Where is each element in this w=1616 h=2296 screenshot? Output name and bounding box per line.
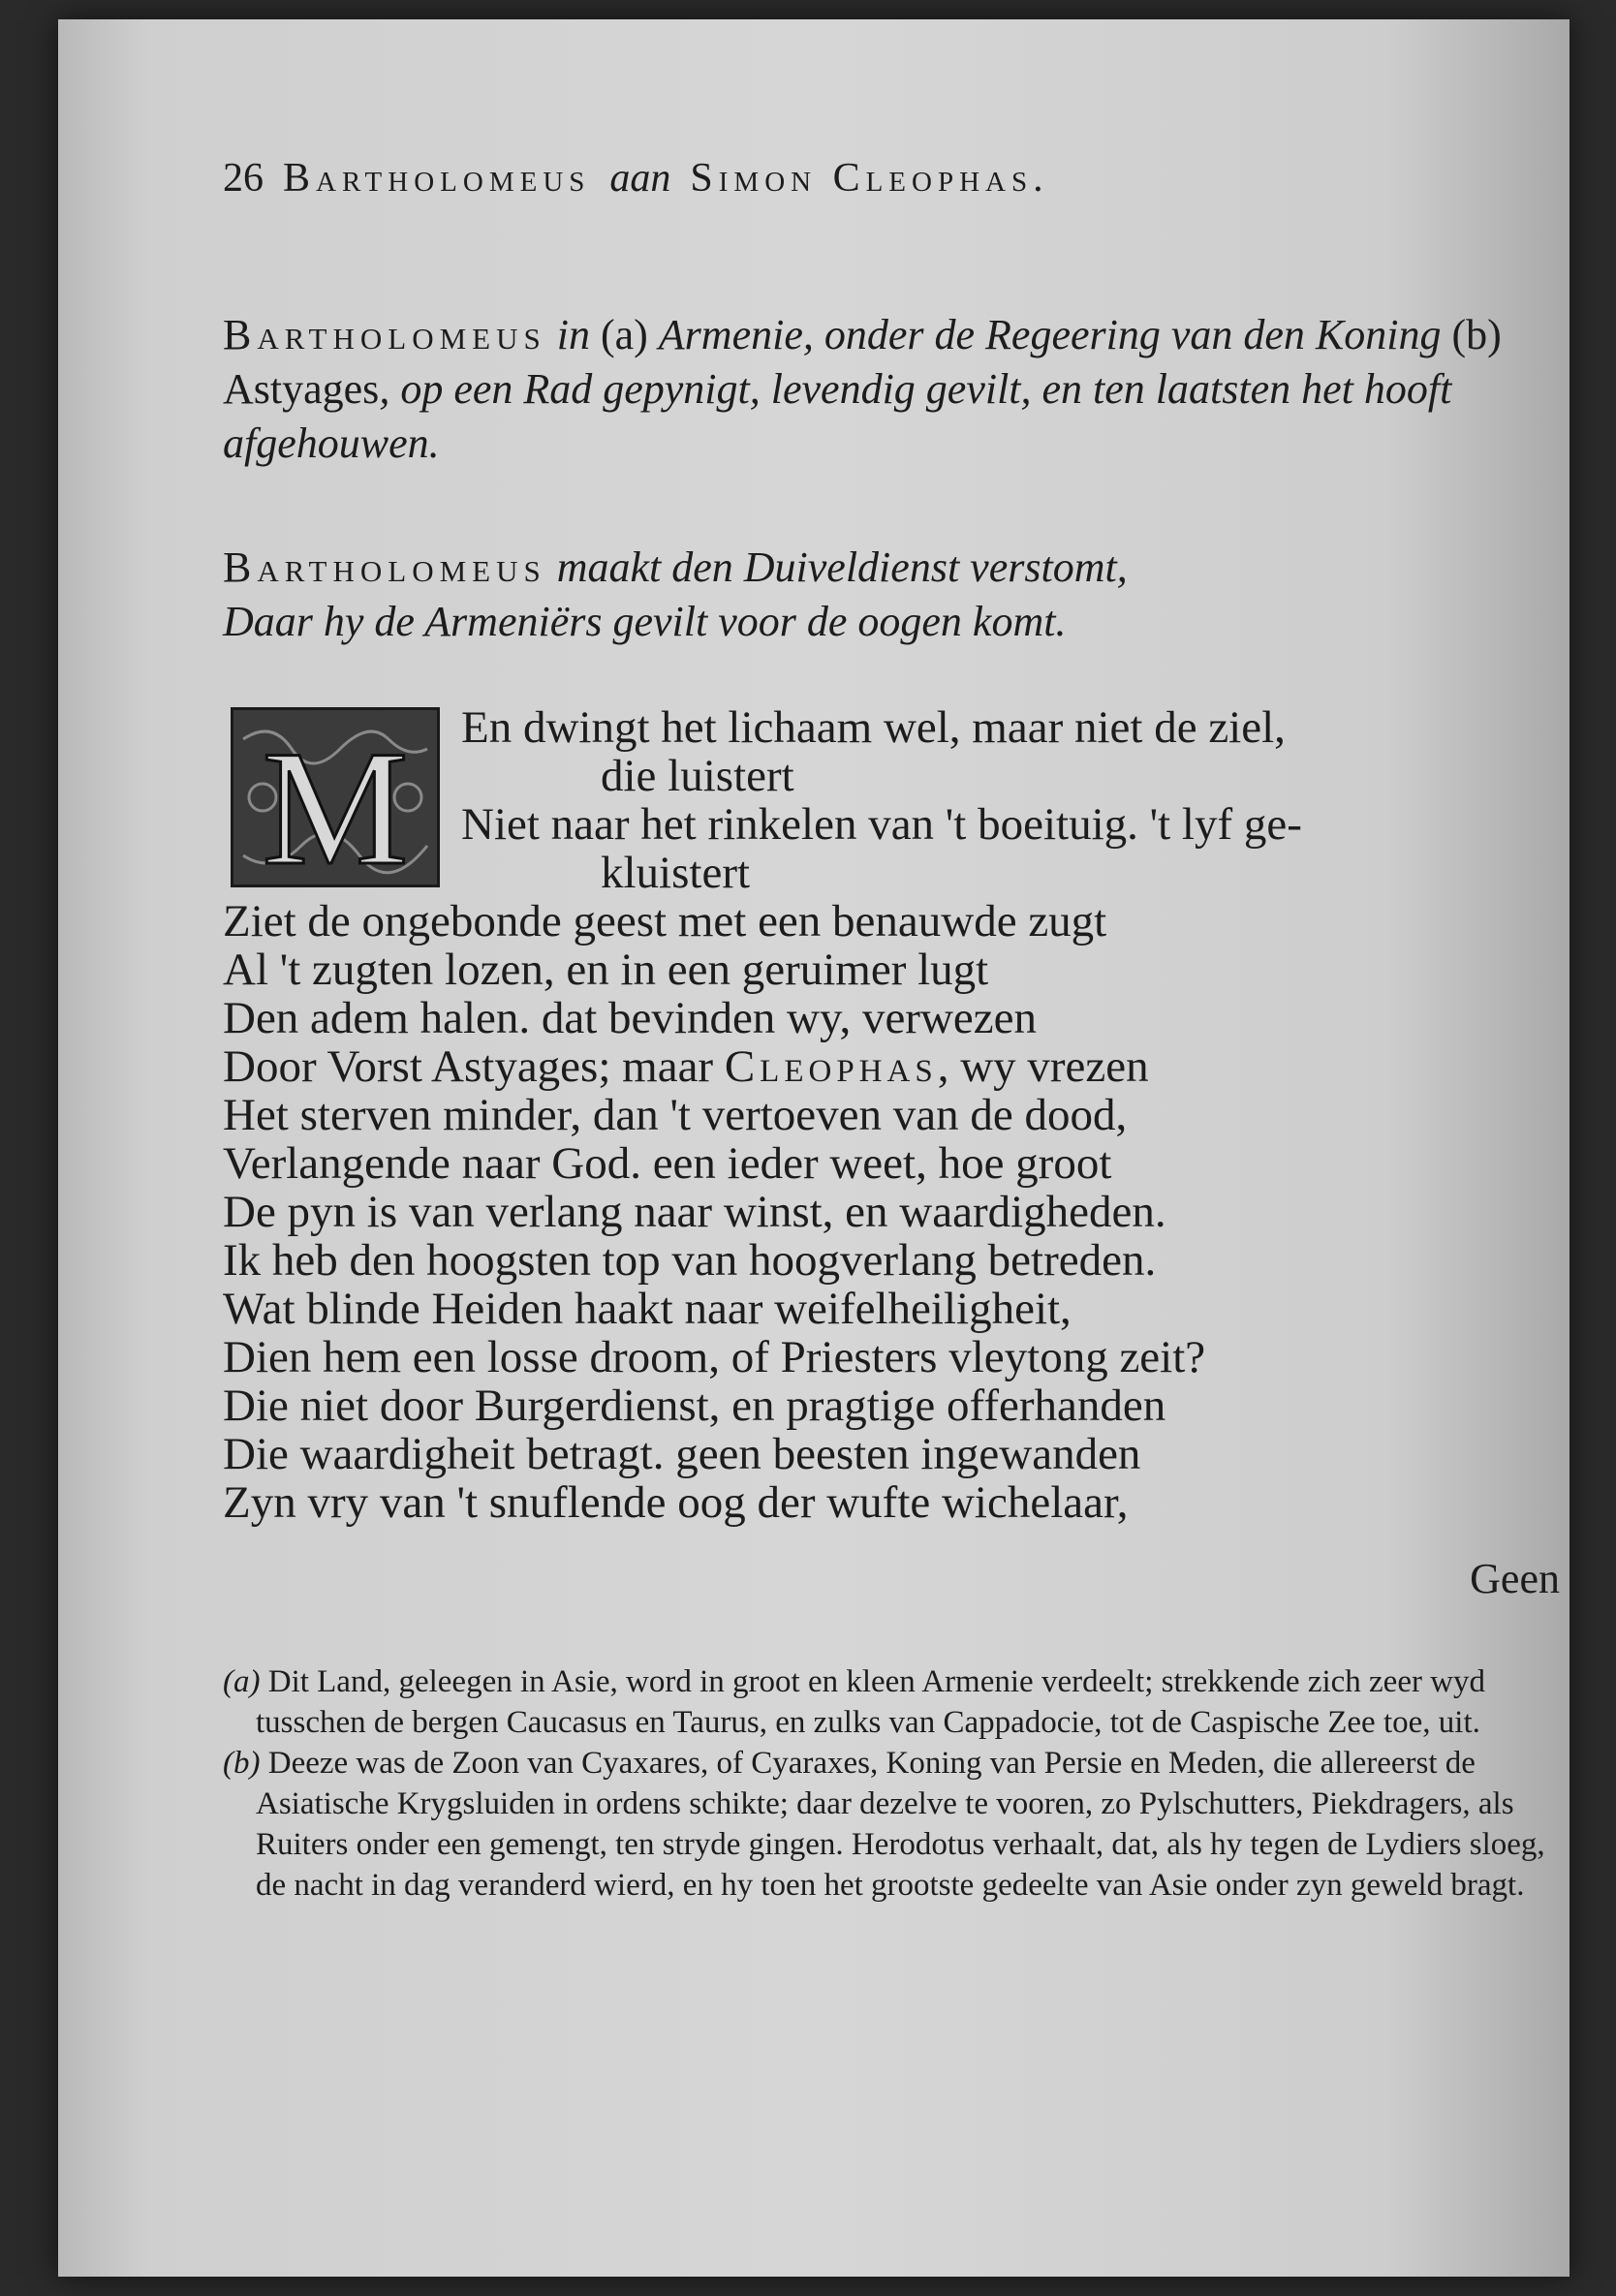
header-right-name: Simon Cleophas. [690,156,1049,201]
motto-couplet [223,541,1569,649]
ornament-icon [233,710,437,884]
footnote-b-text: Deeze was de Zoon van Cyaxares, of Cyaraxes, Koning van Persie en Meden, die allereerst de Asiatische Krygsluiden in ordens schikte; daar dezelve te vooren, zo Pylschutters, Piekdragers, als Ruiters onder een gemengt, ten stryde gingen. Herodotus verhaalt, dat, als hy tegen de Lydiers sloeg, de nacht in dag veranderd wierd, en hy toen het grootste gedeelte van Asie onder zyn geweld bragt. [256,1746,1545,1903]
dropcap-letter: M [262,717,409,884]
poem-line-8-a: Door Vorst Astyages; maar [223,1041,725,1092]
page-content [223,155,1569,1906]
poem-line: De pyn is van verlang naar winst, en waardigheden. [223,1187,1166,1237]
poem-line: En dwingt het lichaam wel, maar niet de ziel, [461,702,1286,753]
header-connector: aan [609,156,671,201]
poem-line: die luistert [601,751,794,801]
page-number: 26 [223,156,264,201]
motto-line-1-rest: maakt den Duiveldienst verstomt, [545,543,1128,591]
poem-line: Verlangende naar God. een ieder weet, hoe groot [223,1138,1112,1189]
catchword: Geen [1470,1555,1560,1602]
argument-note-b: (b) Astyages [223,311,1502,413]
motto-line-2: Daar hy de Armeniërs gevilt voor de oogen komt. [223,598,1067,645]
poem-line [223,1042,1569,1091]
poem-line: kluistert [601,848,751,898]
argument-text-2: Armenie, onder de Regeering van den Koning [658,311,1452,358]
header-left-name: Bartholomeus [283,156,591,201]
motto-name: Bartholomeus [223,543,546,591]
footnote-a [223,1661,1550,1743]
poem-line: Zyn vry van 't snuflende oog der wufte wichelaar, [223,1477,1129,1528]
argument-name: Bartholomeus [223,311,546,358]
book-page [58,19,1569,2277]
poem-line-8-name: Cleophas [724,1041,938,1092]
poem-line: Die niet door Burgerdienst, en pragtige offerhanden [223,1381,1166,1431]
argument-note-a: (a) [600,311,659,358]
running-header [223,155,1569,202]
poem-line: Dien hem een losse droom, of Priesters vleytong zeit? [223,1332,1206,1382]
footnote-a-text: Dit Land, geleegen in Asie, word in groot en kleen Armenie verdeelt; strekkende zich zeer wyd tusschen de bergen Caucasus en Taurus, en zulks van Cappadocie, tot de Caspische Zee toe, uit. [256,1664,1486,1740]
footnote-b [223,1743,1550,1906]
decorated-initial [231,707,440,887]
argument-text-1: in [545,311,601,358]
poem-line-8-b: , wy vrezen [937,1041,1149,1092]
poem-line: Den adem halen. dat bevinden wy, verwezen [223,993,1037,1043]
poem-line: Niet naar het rinkelen van 't boeituig. 't lyf ge- [461,799,1302,850]
argument-text-3: , op een Rad gepynigt, levendig gevilt, en ten laatsten het hooft afgehouwen. [223,365,1452,467]
poem-line: Ik heb den hoogsten top van hoogverlang betreden. [223,1235,1157,1286]
poem-line: Het sterven minder, dan 't vertoeven van de dood, [223,1090,1128,1140]
poem-line: Wat blinde Heiden haakt naar weifelheiligheit, [223,1284,1072,1334]
poem-line: Al 't zugten lozen, en in een geruimer lugt [223,945,989,995]
poem-line: Ziet de ongebonde geest met een benauwde zugt [223,896,1107,946]
poem-line: Die waardigheit betragt. geen beesten ingewanden [223,1429,1141,1479]
footnote-a-mark: (a) [223,1664,261,1699]
footnotes [223,1661,1569,1906]
motto-line-1 [223,541,1569,595]
poem [223,703,1569,1527]
argument-paragraph [223,308,1569,471]
footnote-b-mark: (b) [223,1746,261,1781]
